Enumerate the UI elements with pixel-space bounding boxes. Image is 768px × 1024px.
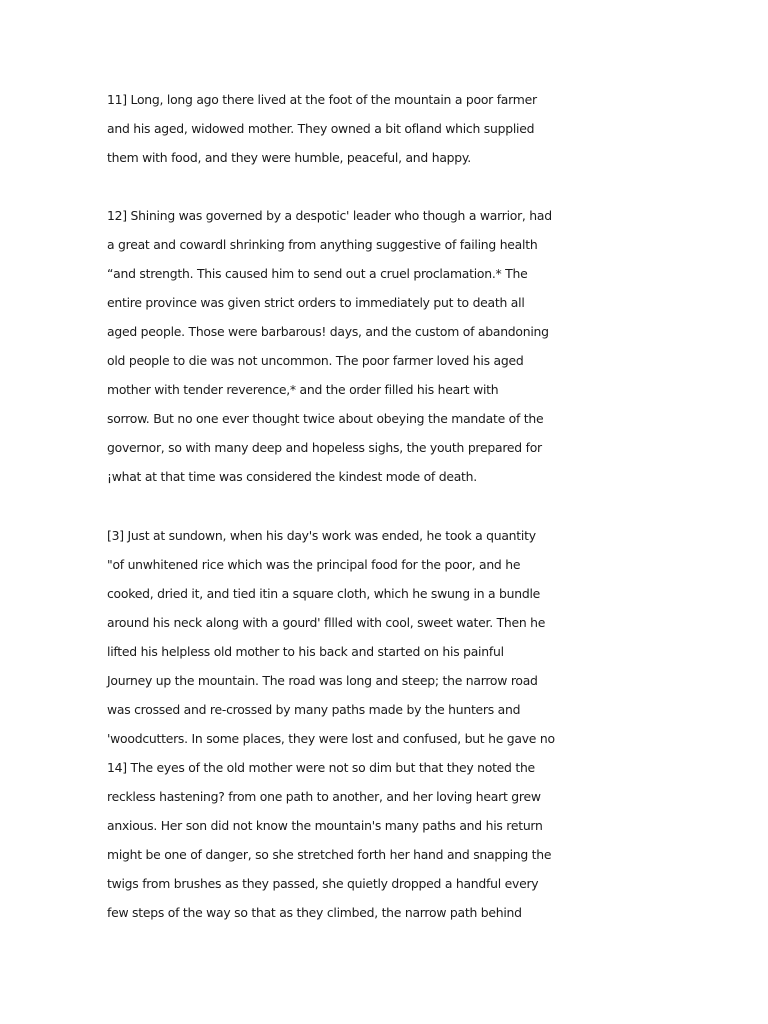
text-line: ¡what at that time was considered the kindest mode of death.: [107, 469, 477, 484]
text-line: and his aged, widowed mother. They owned a bit ofland which supplied: [107, 121, 535, 136]
text-line: Journey up the mountain. The road was long and steep; the narrow road: [107, 673, 538, 688]
text-line: mother with tender reverence,* and the order filled his heart with: [107, 382, 499, 397]
text-line: old people to die was not uncommon. The poor farmer loved his aged: [107, 353, 524, 368]
text-line: 'woodcutters. In some places, they were lost and confused, but he gave no: [107, 731, 555, 746]
text-line: reckless hastening? from one path to another, and her loving heart grew: [107, 789, 541, 804]
text-line: twigs from brushes as they passed, she quietly dropped a handful every: [107, 876, 539, 891]
text-line: sorrow. But no one ever thought twice about obeying the mandate of the: [107, 411, 544, 426]
text-line: cooked, dried it, and tied itin a square cloth, which he swung in a bundle: [107, 586, 541, 601]
text-line: anxious. Her son did not know the mountain's many paths and his return: [107, 818, 543, 833]
text-line: 12] Shining was governed by a despotic' leader who though a warrior, had: [107, 208, 552, 223]
text-line: 14] The eyes of the old mother were not so dim but that they noted the: [107, 760, 535, 775]
text-line: a great and cowardl shrinking from anything suggestive of failing health: [107, 237, 538, 252]
text-line: aged people. Those were barbarous! days, and the custom of abandoning: [107, 324, 549, 339]
text-line: “and strength. This caused him to send out a cruel proclamation.* The: [107, 266, 528, 281]
text-line: entire province was given strict orders to immediately put to death all: [107, 295, 525, 310]
text-line: might be one of danger, so she stretched forth her hand and snapping the: [107, 847, 552, 862]
text-line: them with food, and they were humble, peaceful, and happy.: [107, 150, 471, 165]
text-line: "of unwhitened rice which was the principal food for the poor, and he: [107, 557, 521, 572]
text-line: was crossed and re-crossed by many paths made by the hunters and: [107, 702, 521, 717]
text-line: [3] Just at sundown, when his day's work was ended, he took a quantity: [107, 528, 536, 543]
text-line: few steps of the way so that as they climbed, the narrow path behind: [107, 905, 522, 920]
text-line: governor, so with many deep and hopeless sighs, the youth prepared for: [107, 440, 542, 455]
text-line: 11] Long, long ago there lived at the foot of the mountain a poor farmer: [107, 92, 537, 107]
text-line: around his neck along with a gourd' fllled with cool, sweet water. Then he: [107, 615, 546, 630]
text-line: lifted his helpless old mother to his back and started on his painful: [107, 644, 504, 659]
